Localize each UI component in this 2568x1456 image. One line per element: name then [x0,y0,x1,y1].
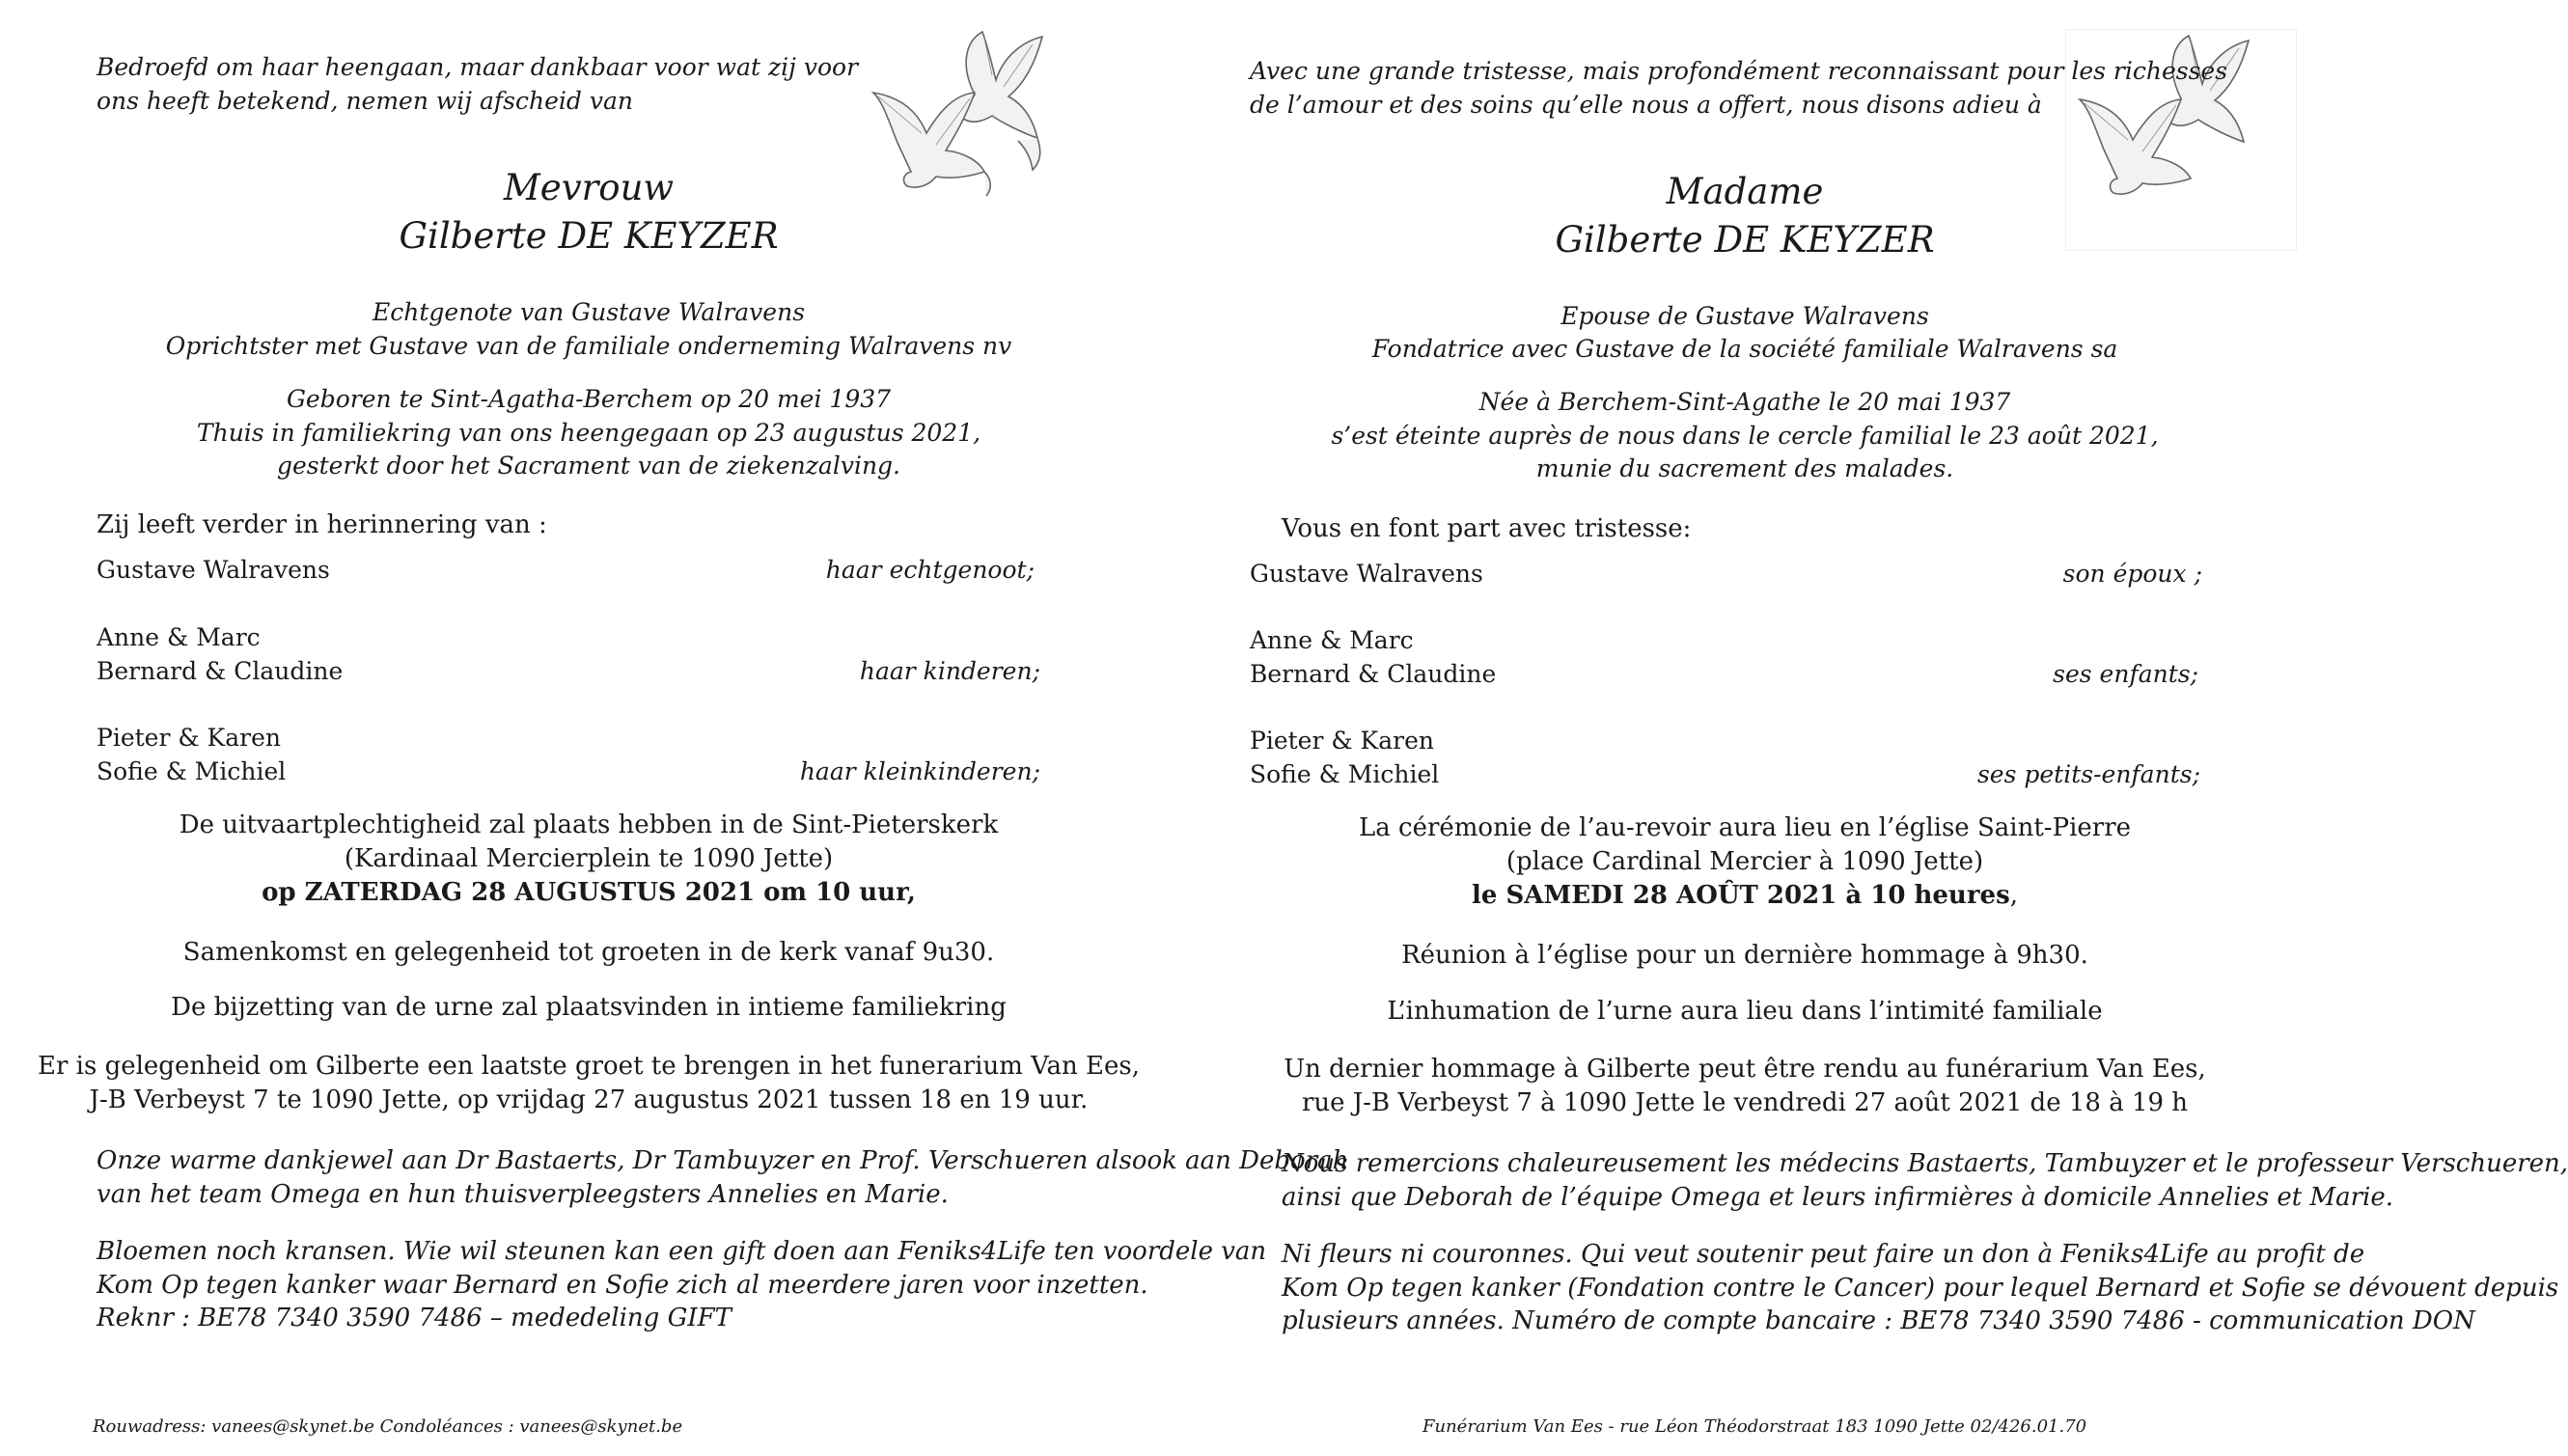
doves-icon [869,27,1081,239]
ceremony-date: le SAMEDI 28 AOÛT 2021 à 10 heures [1472,881,2010,910]
ceremony-date-suffix: , [2009,881,2018,910]
thanks-line-1: Onze warme dankjewel aan Dr Bastaerts, Dr Tambuyzer en Prof. Verschueren alsook aan Deborah [97,1146,1349,1175]
ceremony-date-line [1472,879,2018,913]
birth-line: Née à Berchem-Sint-Agathe le 20 mai 1937 [1478,388,2011,416]
relative-name: Bernard & Claudine [1250,660,1497,688]
flowers-line-1: Ni fleurs ni couronnes. Qui veut soutenir peut faire un don à Feniks4Life au profit de [1282,1240,2365,1269]
sacrament-line: munie du sacrement des malades. [1535,454,1954,482]
intro-line-1: Bedroefd om haar heengaan, maar dankbaar voor wat zij voor [97,53,859,81]
deceased-name: Gilberte DE KEYZER [1555,219,1935,261]
flowers-line-2: Kom Op tegen kanker (Fondation contre le Cancer) pour lequel Bernard et Sofie se dévouent depuis [1282,1274,2559,1303]
death-line: s’est éteinte auprès de nous dans le cercle familial le 23 août 2021, [1331,422,2159,450]
relative-name: Bernard & Claudine [97,657,344,685]
visit-line-2: J-B Verbeyst 7 te 1090 Jette, op vrijdag 27 augustus 2021 tussen 18 en 19 uur. [89,1085,1089,1114]
relative-name: Pieter & Karen [97,724,281,752]
intro-line-2: ons heeft betekend, nemen wij afscheid van [97,87,633,115]
urn-line: L’inhumation de l’urne aura lieu dans l’intimité familiale [1387,997,2103,1026]
intro-line-2: de l’amour et des soins qu’elle nous a offert, nous disons adieu à [1250,91,2042,119]
relation-label: son époux ; [2062,560,2202,588]
visit-line-2: rue J-B Verbeyst 7 à 1090 Jette le vendredi 27 août 2021 de 18 à 19 h [1301,1088,2189,1117]
relative-name: Anne & Marc [1250,626,1414,654]
visit-line-1: Un dernier hommage à Gilberte peut être rendu au funérarium Van Ees, [1284,1055,2206,1084]
relation-label: ses enfants; [2053,660,2198,688]
urn-line: De bijzetting van de urne zal plaatsvinden in intieme familiekring [171,993,1007,1022]
spouse-line: Echtgenote van Gustave Walravens [372,298,806,326]
ceremony-line-1: La cérémonie de l’au-revoir aura lieu en l’église Saint-Pierre [1358,813,2132,842]
flowers-line-2: Kom Op tegen kanker waar Bernard en Sofie zich al meerdere jaren voor inzetten. [97,1271,1148,1300]
spouse-line: Epouse de Gustave Walravens [1560,302,1929,330]
ceremony-line-2: (place Cardinal Mercier à 1090 Jette) [1505,847,1984,876]
footer-contact: Rouwadress: vanees@skynet.be Condoléances : vanees@skynet.be [93,1416,683,1437]
relative-name: Sofie & Michiel [97,757,287,785]
relation-label: haar kinderen; [859,657,1040,685]
flowers-line-1: Bloemen noch kransen. Wie wil steunen kan een gift doen aan Feniks4Life ten voordele van [97,1237,1267,1266]
flowers-line-3: plusieurs années. Numéro de compte bancaire : BE78 7340 3590 7486 - communication DON [1282,1306,2475,1335]
visit-line-1: Er is gelegenheid om Gilberte een laatste groet te brengen in het funerarium Van Ees, [37,1052,1141,1081]
memory-intro: Zij leeft verder in herinnering van : [97,510,547,539]
birth-line: Geboren te Sint-Agatha-Berchem op 20 mei 1937 [286,385,892,413]
relation-label: haar kleinkinderen; [799,757,1040,785]
relative-name: Gustave Walravens [97,556,330,584]
deceased-name: Gilberte DE KEYZER [399,215,779,257]
ceremony-line-2: (Kardinaal Mercierplein te 1090 Jette) [344,844,834,873]
thanks-line-2: ainsi que Deborah de l’équipe Omega et leurs infirmières à domicile Annelies et Marie. [1282,1183,2393,1212]
founder-line: Oprichtster met Gustave van de familiale onderneming Walravens nv [165,332,1012,360]
salutation: Mevrouw [503,167,675,208]
thanks-line-1: Nous remercions chaleureusement les médecins Bastaerts, Tambuyzer et le professeur Verschueren, [1282,1149,2568,1178]
ceremony-date: op ZATERDAG 28 AUGUSTUS 2021 om 10 uur, [262,878,916,907]
footer-contact: Funérarium Van Ees - rue Léon Théodorstraat 183 1090 Jette 02/426.01.70 [1422,1416,2087,1437]
relative-name: Pieter & Karen [1250,727,1434,755]
ceremony-line-1: De uitvaartplechtigheid zal plaats hebben in de Sint-Pieterskerk [179,810,999,839]
gathering-line: Réunion à l’église pour un dernière hommage à 9h30. [1401,941,2088,970]
salutation: Madame [1666,171,1824,212]
intro-line-1: Avec une grande tristesse, mais profondément reconnaissant pour les richesses [1250,57,2228,85]
relation-label: ses petits-enfants; [1976,760,2200,788]
gathering-line: Samenkomst en gelegenheid tot groeten in de kerk vanaf 9u30. [182,938,995,967]
flowers-line-3: Reknr : BE78 7340 3590 7486 – mededeling GIFT [97,1304,732,1332]
relation-label: haar echtgenoot; [825,556,1035,584]
relative-name: Gustave Walravens [1250,560,1483,588]
sacrament-line: gesterkt door het Sacrament van de ziekenzalving. [276,452,901,480]
death-line: Thuis in familiekring van ons heengegaan op 23 augustus 2021, [196,419,981,447]
thanks-line-2: van het team Omega en hun thuisverpleegsters Annelies en Marie. [97,1180,949,1209]
relative-name: Sofie & Michiel [1250,760,1440,788]
founder-line: Fondatrice avec Gustave de la société familiale Walravens sa [1371,335,2118,363]
relative-name: Anne & Marc [97,623,261,651]
memory-intro: Vous en font part avec tristesse: [1282,514,1692,543]
